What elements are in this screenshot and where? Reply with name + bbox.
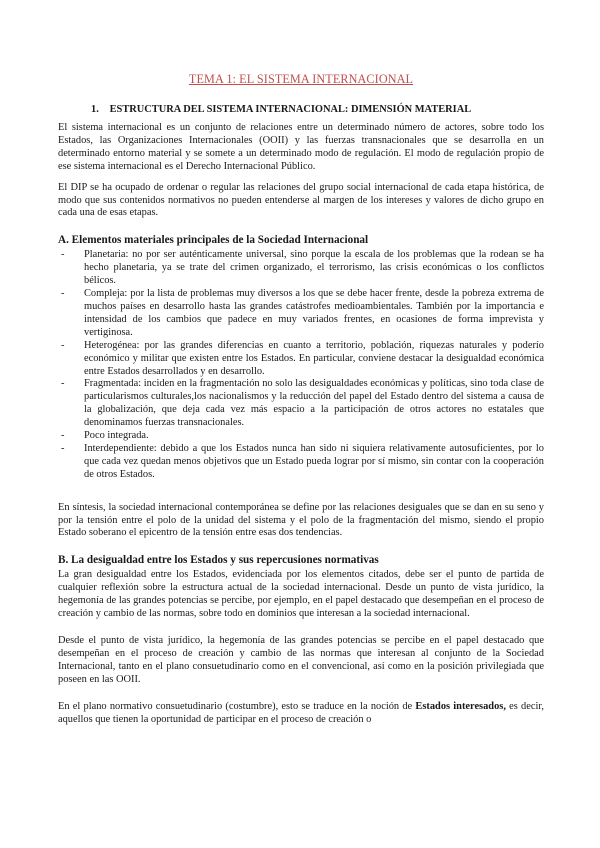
list-item-text: Planetaria: no por ser auténticamente universal, sino porque la escala de los problemas que la rodean se ha hecho planetaria, ya se trate del crimen organizado, el terrorismo, las crisis económicas o los conflictos bélicos.: [84, 249, 544, 287]
list-item: [58, 443, 544, 482]
p3-text-end: es decir, aquellos que tienen la oportunidad de participar en el proceso de creación o: [58, 700, 544, 725]
dash-marker: -: [61, 288, 65, 300]
list-item-text: Interdependiente: debido a que los Estados nunca han sido ni siquiera relativamente autosuficientes, por lo que cada vez quedan menos objetivos que un Estado pueda lograr por sí mismo, sin contar con la cooperación de otros Estados.: [84, 442, 544, 480]
intro-paragraph-2: El DIP se ha ocupado de ordenar o regular las relaciones del grupo social internacional de cada etapa histórica, de modo que sus contenidos normativos no pueden entenderse al margen de los intereses y valores de dicho grupo en cada una de esas etapas.: [58, 181, 544, 219]
document-title: TEMA 1: EL SISTEMA INTERNACIONAL: [188, 72, 414, 86]
section-b-heading: B. La desigualdad entre los Estados y sus repercusiones normativas: [58, 554, 379, 567]
list-item: [58, 249, 544, 288]
section-1-title: ESTRUCTURA DEL SISTEMA INTERNACIONAL: DIMENSIÓN MATERIAL: [109, 104, 472, 115]
document-page: [58, 72, 544, 726]
dash-marker: -: [61, 430, 65, 442]
list-item-text: Heterogénea: por las grandes diferencias en cuanto a territorio, población, riquezas naturales y poderío económico y militar que existen entre los Estados. En particular, conviene destacar la desigualdad económica entre Estados desarrollados y en desarrollo.: [84, 339, 544, 377]
list-item-text: Compleja: por la lista de problemas muy diversos a los que se debe hacer frente, desde la pobreza extrema de muchos países en desarrollo hasta las grandes catástrofes medioambientales. También por la importancia e intensidad de los cambios que padece en muy variados frentes, en ocasiones de forma imprevista y vertiginosa.: [84, 288, 544, 338]
list-item: [58, 378, 544, 430]
list-item-text: Fragmentada: inciden en la fragmentación no solo las desigualdades económicas y políticas, sino toda clase de particularismos culturales,los nacionalismos y la reducción del papel del Estado dentro del sistema a causa de la globalización, que deja cada vez más espacio a la participación de otros actores no estatales que denominamos fuerzas transnacionales.: [84, 378, 544, 429]
section-1-number: 1.: [91, 104, 99, 115]
list-item-text: Poco integrada.: [84, 430, 149, 442]
list-item: [58, 340, 544, 379]
list-item: [58, 288, 544, 340]
section-b-paragraph-1: La gran desigualdad entre los Estados, evidenciada por los elementos citados, debe ser el punto de partida de cualquier reflexión sobre la estructura actual de la sociedad internacional. Desde un punto de vista jurídico, la hegemonía de las grandes potencias se percibe, por ejemplo, en el papel destacado que desempeñan en el proceso de creación y cambio de las normas, sobre todo en dominios que interesan a la sociedad internacional.: [58, 569, 544, 620]
intro-paragraph-1: El sistema internacional es un conjunto de relaciones entre un determinado número de actores, sobre todo los Estados, las Organizaciones Internacionales (OOII) y las fuerzas transnacionales que se desarrolla en un determinado entorno material y se somete a un determinado modo de regulación. El modo de regulación propio de ese sistema internacional es el Derecho Internacional Público.: [58, 122, 544, 172]
dash-marker: -: [61, 378, 65, 390]
dash-marker: -: [61, 339, 65, 351]
p3-bold-term: Estados interesados,: [415, 700, 506, 712]
p3-text-start: En el plano normativo consuetudinario (costumbre), esto se traduce en la noción de: [58, 700, 416, 712]
section-b-paragraph-2: Desde el punto de vista jurídico, la hegemonía de las grandes potencias se percibe en el papel destacado que desempeñan en el proceso de creación y cambio de las normas que interesan al conjunto de la Sociedad Internacional, tanto en el plano consuetudinario como en el convencional, así como en la posición privilegiada que poseen en las OOII.: [58, 635, 544, 685]
section-a-list: [58, 249, 544, 481]
list-item: [58, 430, 544, 443]
section-a-heading: A. Elementos materiales principales de la Sociedad Internacional: [58, 234, 369, 247]
section-1-heading: [91, 104, 544, 115]
section-a-summary: En síntesis, la sociedad internacional contemporánea se define por las relaciones desiguales que se dan en su seno y por la tensión entre el polo de la unidad del sistema y el polo de la fragmentación del mismo, siendo el propio Estado soberano el epicentro de la tensión entre esas dos tendencias.: [58, 501, 544, 539]
dash-marker: -: [61, 249, 65, 261]
section-b-paragraph-3: [58, 701, 544, 727]
dash-marker: -: [61, 442, 65, 454]
